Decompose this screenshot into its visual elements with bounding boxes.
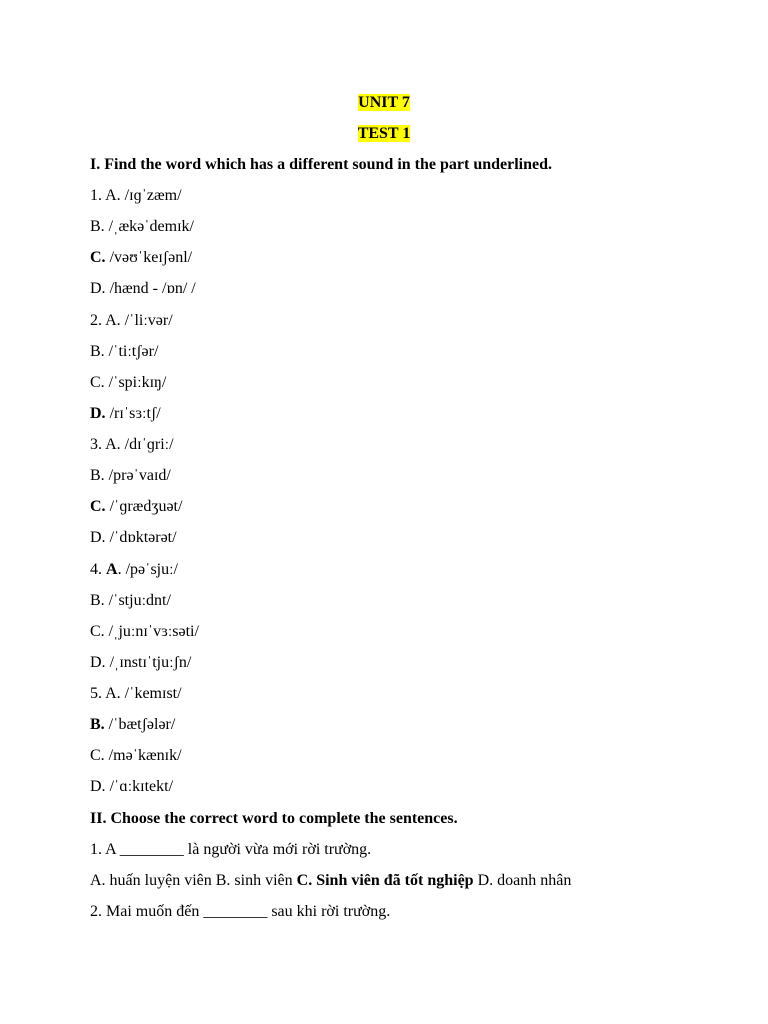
- q3-b-text: /prəˈvaɪd/: [108, 467, 171, 484]
- q1-d-text: /hænd - /ɒn/ /: [109, 280, 196, 297]
- q1-option-d: [90, 279, 196, 299]
- section1-heading: [90, 155, 552, 175]
- q4-a-label: A: [106, 561, 118, 578]
- q5-option-c: [90, 746, 182, 766]
- q3-option-b: [90, 466, 171, 486]
- s2-q1-stem-text: 1. A ________ là người vừa mới rời trường.: [90, 841, 372, 858]
- q5-d-text: /ˈɑːkɪtekt/: [109, 778, 174, 795]
- q4-option-a: [90, 560, 178, 580]
- q4-option-b: [90, 591, 171, 611]
- q1-number: 1. A.: [90, 187, 121, 204]
- s2-q1-options: [90, 871, 571, 891]
- s2-q1-stem: [90, 840, 371, 860]
- q5-d-label: D.: [90, 778, 106, 795]
- section1-heading-text: I. Find the word which has a different sound in the part underlined.: [90, 156, 552, 173]
- q2-c-text: /ˈspiːkɪŋ/: [108, 374, 167, 391]
- q3-c-label: C.: [90, 498, 106, 515]
- test-title: [0, 124, 768, 144]
- q5-c-text: /məˈkænɪk/: [108, 747, 182, 764]
- q3-option-d: [90, 528, 177, 548]
- q2-option-c: [90, 373, 166, 393]
- q3-option-a: [90, 435, 174, 455]
- q5-b-label: B.: [90, 716, 105, 733]
- q4-option-c: [90, 622, 199, 642]
- section2-heading-text: II. Choose the correct word to complete the sentences.: [90, 810, 458, 827]
- section2-heading: [90, 809, 458, 829]
- q4-b-text: /ˈstjuːdnt/: [108, 592, 171, 609]
- q1-option-c: [90, 248, 192, 268]
- s2-q2-stem-text: 2. Mai muốn đến ________ sau khi rời trường.: [90, 903, 391, 920]
- q1-c-label: C.: [90, 249, 106, 266]
- q4-c-label: C.: [90, 623, 105, 640]
- q4-c-text: /ˌjuːnɪˈvɜːsəti/: [108, 623, 199, 640]
- q4-d-label: D.: [90, 654, 106, 671]
- q5-option-a: [90, 684, 182, 704]
- q3-option-c: [90, 497, 182, 517]
- q5-option-d: [90, 777, 173, 797]
- q5-c-label: C.: [90, 747, 105, 764]
- q1-b-text: /ˌækəˈdemɪk/: [108, 218, 194, 235]
- test-title-text: TEST 1: [357, 125, 411, 142]
- s2-q2-stem: [90, 902, 390, 922]
- q2-option-b: [90, 342, 158, 362]
- q1-c-text: /vəʊˈkeɪʃənl/: [109, 249, 193, 266]
- q4-a-text: . /pəˈsjuː/: [117, 561, 178, 578]
- q2-b-text: /ˈtiːtʃər/: [108, 343, 159, 360]
- q5-b-text: /ˈbætʃələr/: [108, 716, 176, 733]
- unit-title-text: UNIT 7: [358, 94, 410, 111]
- q2-d-label: D.: [90, 405, 106, 422]
- q2-c-label: C.: [90, 374, 105, 391]
- s2-q1-options-ab: A. huấn luyện viên B. sinh viên: [90, 872, 297, 889]
- q3-number: 3. A.: [90, 436, 121, 453]
- unit-title: [0, 93, 768, 113]
- q4-d-text: /ˌɪnstɪˈtjuːʃn/: [109, 654, 192, 671]
- q4-option-d: [90, 653, 191, 673]
- q4-number: 4.: [90, 561, 102, 578]
- q4-b-label: B.: [90, 592, 105, 609]
- q5-option-b: [90, 715, 175, 735]
- q5-a-text: /ˈkemɪst/: [124, 685, 182, 702]
- s2-q1-option-d: D. doanh nhân: [473, 872, 572, 889]
- q3-d-text: /ˈdɒktərət/: [109, 529, 177, 546]
- q1-option-a: [90, 186, 182, 206]
- q1-a-text: /ɪɡˈzæm/: [124, 187, 182, 204]
- q2-option-a: [90, 311, 173, 331]
- q3-a-text: /dɪˈɡriː/: [124, 436, 174, 453]
- q3-c-text: /ˈɡrædʒuət/: [109, 498, 183, 515]
- q2-number: 2. A.: [90, 312, 121, 329]
- s2-q1-option-c: C. Sinh viên đã tốt nghiệp: [296, 872, 474, 889]
- q5-number: 5. A.: [90, 685, 121, 702]
- q3-d-label: D.: [90, 529, 106, 546]
- q2-a-text: /ˈliːvər/: [124, 312, 173, 329]
- q1-d-label: D.: [90, 280, 106, 297]
- q2-d-text: /rɪˈsɜːtʃ/: [109, 405, 161, 422]
- q2-option-d: [90, 404, 161, 424]
- q2-b-label: B.: [90, 343, 105, 360]
- q1-option-b: [90, 217, 194, 237]
- q3-b-label: B.: [90, 467, 105, 484]
- q1-b-label: B.: [90, 218, 105, 235]
